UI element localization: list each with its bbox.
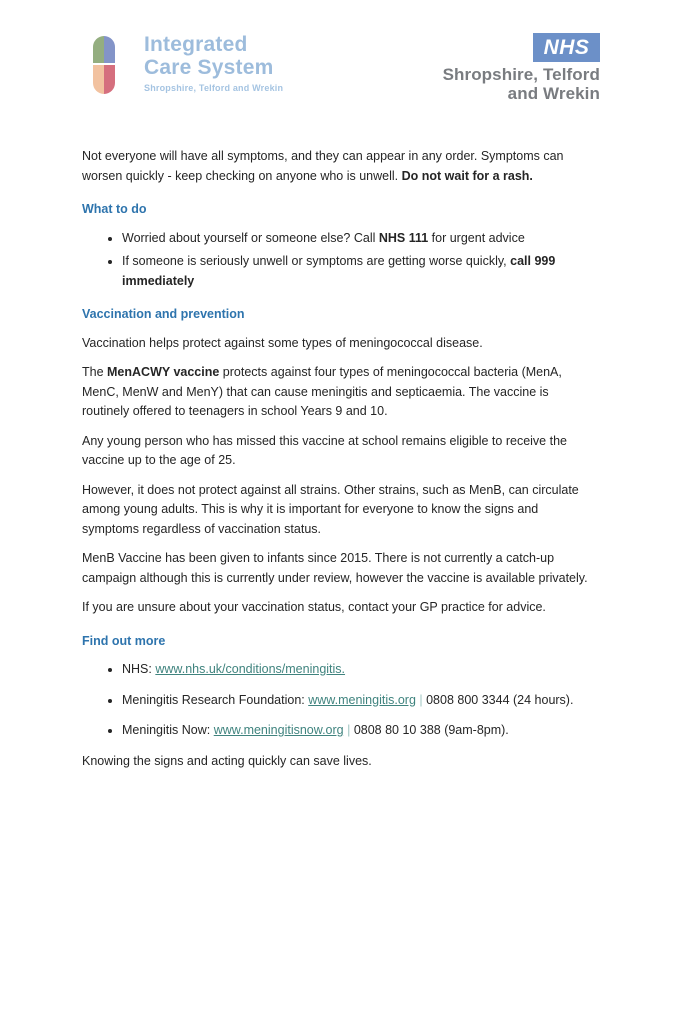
pipe-separator: | bbox=[343, 723, 354, 737]
document-body bbox=[0, 118, 676, 771]
nhs-org-line2: and Wrekin bbox=[507, 84, 600, 103]
heading-vaccination-and-prevention: Vaccination and prevention bbox=[82, 307, 245, 321]
vaccination-paragraph-2: The MenACWY vaccine protects against four types of meningococcal bacteria (MenA, MenC, MenW and MenY) that can cause meningitis and septicaemia. The vaccine is routinely offered to teenagers in school Years 9 and 10. bbox=[82, 365, 562, 418]
nhs-logo-icon: NHS bbox=[533, 33, 600, 62]
ics-logo bbox=[78, 33, 283, 93]
page-header bbox=[0, 0, 676, 118]
closing-statement: Knowing the signs and acting quickly can save lives. bbox=[82, 753, 372, 768]
vaccination-paragraph-5: MenB Vaccine has been given to infants since 2015. There is not currently a catch-up campaign although this is currently under review, however the vaccine is available privately. bbox=[82, 551, 588, 585]
nhs-111-bold: NHS 111 bbox=[378, 230, 429, 245]
ics-logo-subline: Shropshire, Telford and Wrekin bbox=[144, 83, 284, 93]
list-item: • Meningitis Research Foundation: www.meningitis.org | 0808 800 3344 (24 hours). bbox=[122, 691, 598, 711]
ics-logo-line1: Integrated bbox=[144, 33, 248, 56]
intro-bold-warning: Do not wait for a rash. bbox=[401, 168, 533, 183]
nhs-meningitis-link[interactable]: www.nhs.uk/conditions/meningitis. bbox=[155, 662, 346, 676]
what-to-do-list bbox=[82, 229, 598, 292]
heading-what-to-do: What to do bbox=[82, 202, 147, 216]
nhs-org-name bbox=[443, 65, 600, 103]
vaccination-paragraph-6: If you are unsure about your vaccination status, contact your GP practice for advice. bbox=[82, 600, 546, 614]
list-item: • NHS: www.nhs.uk/conditions/meningitis. bbox=[122, 660, 598, 680]
ics-logo-line2: Care System bbox=[144, 56, 274, 79]
list-item: • If someone is seriously unwell or symptoms are getting worse quickly, call 999 immediately bbox=[122, 252, 598, 291]
menacwy-bold: MenACWY vaccine bbox=[107, 365, 220, 379]
ics-cross-icon bbox=[78, 33, 130, 91]
pipe-separator: | bbox=[415, 692, 427, 707]
call-999-bold: call 999 immediately bbox=[122, 254, 556, 288]
meningitis-now-link[interactable]: www.meningitisnow.org bbox=[213, 723, 344, 737]
vaccination-paragraph-3: Any young person who has missed this vaccine at school remains eligible to receive the vaccine up to the age of 25. bbox=[82, 433, 567, 467]
nhs-org-line1: Shropshire, Telford bbox=[442, 65, 600, 84]
list-item: • Meningitis Now: www.meningitisnow.org | 0808 80 10 388 (9am-8pm). bbox=[122, 721, 598, 741]
meningitis-research-foundation-link[interactable]: www.meningitis.org bbox=[308, 692, 416, 707]
nhs-logo bbox=[443, 33, 600, 103]
vaccination-paragraph-1: Vaccination helps protect against some types of meningococcal disease. bbox=[82, 335, 483, 350]
find-out-more-list bbox=[82, 660, 598, 741]
vaccination-paragraph-4: However, it does not protect against all strains. Other strains, such as MenB, can circulate among young adults. This is why it is important for everyone to know the signs and symptoms regardless of vaccination status. bbox=[82, 482, 579, 536]
ics-logo-text bbox=[144, 33, 283, 93]
intro-text: Not everyone will have all symptoms, and they can appear in any order. Symptoms can worsen quickly - keep checking on anyone who is unwell. bbox=[82, 149, 564, 183]
intro-paragraph bbox=[82, 147, 598, 186]
heading-find-out-more: Find out more bbox=[82, 633, 166, 648]
list-item: • Worried about yourself or someone else? Call NHS 111 for urgent advice bbox=[122, 229, 598, 249]
